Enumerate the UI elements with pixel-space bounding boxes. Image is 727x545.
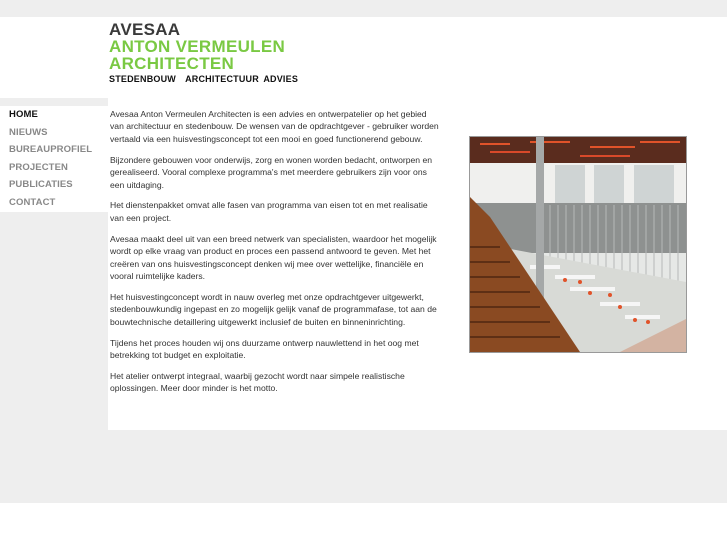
logo-line-avesaa: AVESAA — [109, 20, 181, 39]
paragraph: Het dienstenpakket omvat alle fasen van programma van eisen tot en met realisatie van een project. — [110, 200, 428, 223]
footer-band — [0, 430, 727, 503]
paragraph: Het atelier ontwerpt integraal, waarbij gezocht wordt naar simpele realistische oplossingen. Meer door minder is het motto. — [110, 370, 405, 394]
paragraph: Tijdens het proces houden wij ons duurzame ontwerp nauwlettend in het oog met betrekking tot budget en exploitatie. — [110, 337, 419, 360]
paragraph: Bijzondere gebouwen voor onderwijs, zorg en wonen worden bedacht, ontworpen en gerealiseerd. Vooral complexe programma's met meerdere gebruikers zijn voor ons een uitdaging. — [110, 154, 432, 190]
logo-tagline: STEDENBOUW ARCHITECTUUR ADVIES — [109, 74, 299, 84]
main-content — [108, 98, 727, 430]
sidebar-filler — [0, 212, 108, 430]
nav-item-publicaties[interactable]: PUBLICATIES — [9, 179, 73, 190]
site-logo[interactable] — [109, 21, 298, 85]
interior-photo — [469, 136, 687, 353]
header — [0, 17, 727, 98]
paragraph: Het huisvestingconcept wordt in nauw overleg met onze opdrachtgever uitgewerkt, stedenbouwkundig ingepast en zo mogelijk gelijk vanaf de programmafase, tot aan de bouwtechnische detaillering uitgewerkt inclusief de buiten en binneninrichting. — [110, 291, 437, 327]
logo-line-name: ANTON VERMEULEN — [109, 37, 286, 56]
main-nav — [0, 106, 108, 212]
nav-item-projecten[interactable]: PROJECTEN — [9, 161, 68, 173]
paragraph: Avesaa maakt deel uit van een breed netwerk van specialisten, waardoor het mogelijk wordt op elke vraag van product en proces een passend antwoord te geven. Met het creëren van ons huisvestingsconcept denken wij mee over wettelijke, financiële en vooral ruimtelijke kaders. — [110, 233, 437, 281]
intro-text — [110, 108, 440, 403]
top-band — [0, 0, 727, 17]
logo-line-architecten: ARCHITECTEN — [109, 54, 235, 73]
sidebar-top-strip — [0, 98, 108, 106]
nav-item-bureauprofiel[interactable]: BUREAUPROFIEL — [9, 144, 93, 155]
nav-item-home[interactable]: HOME — [9, 109, 38, 120]
nav-item-nieuws[interactable]: NIEUWS — [9, 126, 48, 138]
nav-item-contact[interactable]: CONTACT — [9, 196, 56, 208]
paragraph: Avesaa Anton Vermeulen Architecten is een advies en ontwerpatelier op het gebied van architectuur en stedenbouw. De wensen van de opdrachtgever - gebruiker worden vertaald via een huisvestingsconcept tot een mooi en goed functionerend gebouw. — [110, 109, 439, 144]
